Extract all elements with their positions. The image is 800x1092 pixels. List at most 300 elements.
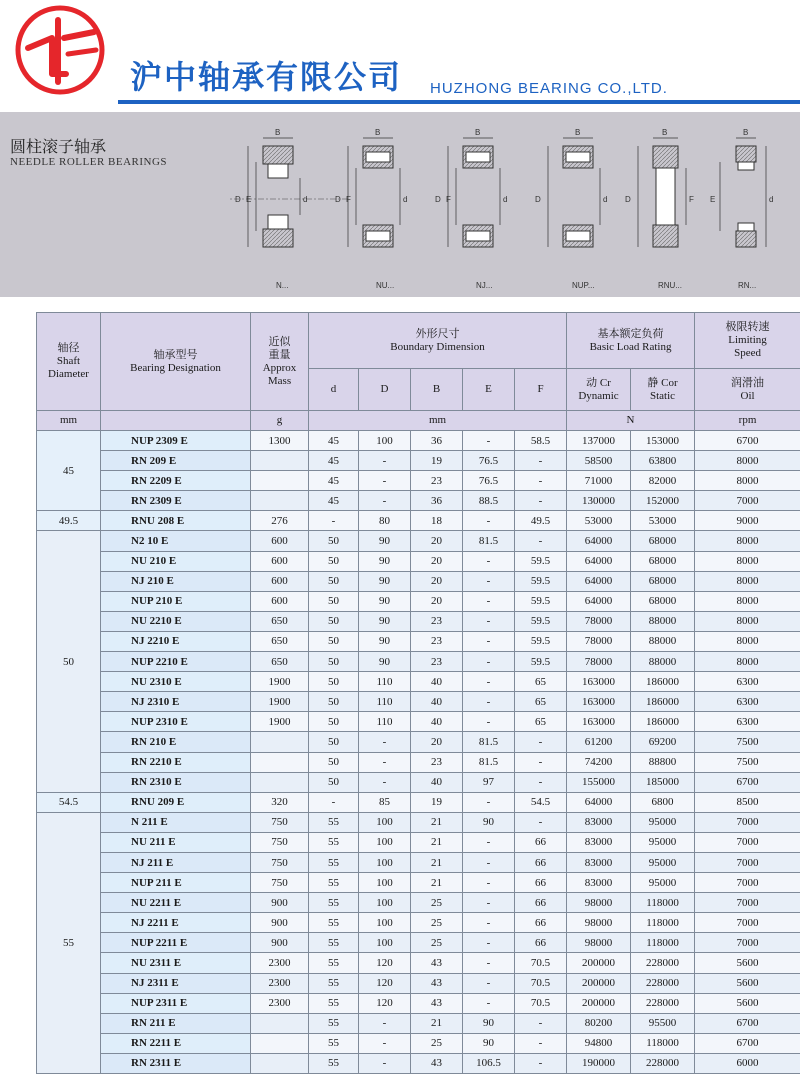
cell-dynamic: 80200 (567, 1013, 631, 1033)
diagram-nup (535, 128, 607, 290)
cell-speed: 7000 (695, 873, 800, 893)
svg-text:D: D (435, 195, 441, 204)
cell-mass: 750 (251, 852, 309, 872)
cell-E: - (463, 611, 515, 631)
cell-static: 118000 (631, 1033, 695, 1053)
cell-B: 40 (411, 692, 463, 712)
cell-static: 95000 (631, 832, 695, 852)
cell-speed: 6000 (695, 1053, 800, 1073)
header-oil: 润滑油 Oil (695, 369, 800, 411)
cell-D: 110 (359, 692, 411, 712)
cell-E: 90 (463, 1033, 515, 1053)
cell-E: 81.5 (463, 531, 515, 551)
cell-B: 43 (411, 993, 463, 1013)
cell-D: 100 (359, 431, 411, 451)
cell-designation: RN 2211 E (101, 1033, 251, 1053)
cell-d: 55 (309, 1013, 359, 1033)
cell-B: 23 (411, 471, 463, 491)
cell-E: - (463, 873, 515, 893)
header-boundary-dimension: 外形尺寸 Boundary Dimension (309, 313, 567, 369)
cell-B: 21 (411, 873, 463, 893)
bearing-spec-table (36, 312, 800, 1074)
table-row (37, 451, 800, 471)
cell-d: 55 (309, 852, 359, 872)
cell-dynamic: 64000 (567, 551, 631, 571)
cell-B: 20 (411, 571, 463, 591)
cell-static: 63800 (631, 451, 695, 471)
cell-E: - (463, 631, 515, 651)
cell-d: 45 (309, 431, 359, 451)
cell-designation: NUP 2211 E (101, 933, 251, 953)
cell-designation: RN 2311 E (101, 1053, 251, 1073)
cell-mass: 900 (251, 933, 309, 953)
cell-static: 69200 (631, 732, 695, 752)
cell-dynamic: 83000 (567, 812, 631, 832)
cell-D: 90 (359, 631, 411, 651)
cell-B: 36 (411, 431, 463, 451)
cell-D: 120 (359, 993, 411, 1013)
table-row (37, 672, 800, 692)
cell-d: 55 (309, 993, 359, 1013)
cell-D: 90 (359, 551, 411, 571)
cell-B: 21 (411, 812, 463, 832)
cell-dynamic: 64000 (567, 571, 631, 591)
svg-text:F: F (446, 195, 451, 204)
svg-text:D: D (535, 195, 541, 204)
cell-mass (251, 772, 309, 792)
cell-speed: 6300 (695, 692, 800, 712)
page-header (0, 0, 800, 112)
cell-B: 19 (411, 792, 463, 812)
cell-designation: NUP 2210 E (101, 652, 251, 672)
table-row (37, 531, 800, 551)
cell-d: 45 (309, 471, 359, 491)
cell-D: 90 (359, 531, 411, 551)
svg-text:d: d (303, 195, 308, 204)
cell-speed: 6700 (695, 772, 800, 792)
unit-mass: g (251, 411, 309, 431)
cell-E: - (463, 973, 515, 993)
cell-D: 120 (359, 973, 411, 993)
cell-E: - (463, 712, 515, 732)
table-row (37, 431, 800, 451)
cell-mass: 750 (251, 812, 309, 832)
cell-mass (251, 752, 309, 772)
cell-designation: NUP 211 E (101, 873, 251, 893)
cell-dynamic: 137000 (567, 431, 631, 451)
cell-E: - (463, 953, 515, 973)
cell-shaft-diameter: 55 (37, 812, 101, 1073)
cell-static: 88800 (631, 752, 695, 772)
cell-B: 21 (411, 832, 463, 852)
cell-mass: 600 (251, 571, 309, 591)
cell-B: 18 (411, 511, 463, 531)
svg-text:D: D (625, 195, 631, 204)
table-row (37, 511, 800, 531)
cell-d: 50 (309, 732, 359, 752)
cell-static: 185000 (631, 772, 695, 792)
cell-F: 59.5 (515, 611, 567, 631)
cell-F: 70.5 (515, 973, 567, 993)
cell-speed: 6700 (695, 1013, 800, 1033)
cell-dynamic: 98000 (567, 933, 631, 953)
svg-text:NJ...: NJ... (476, 281, 493, 290)
cell-D: 110 (359, 672, 411, 692)
cell-E: - (463, 591, 515, 611)
svg-text:B: B (475, 128, 481, 137)
svg-text:E: E (246, 195, 252, 204)
cell-mass (251, 732, 309, 752)
cell-E: - (463, 551, 515, 571)
cell-E: - (463, 933, 515, 953)
cell-E: - (463, 913, 515, 933)
cell-dynamic: 200000 (567, 953, 631, 973)
cell-speed: 7500 (695, 732, 800, 752)
svg-text:E: E (710, 195, 716, 204)
cell-dynamic: 78000 (567, 631, 631, 651)
cell-E: - (463, 792, 515, 812)
table-row (37, 993, 800, 1013)
svg-text:RN...: RN... (738, 281, 757, 290)
catalog-title-en: NEEDLE ROLLER BEARINGS (10, 156, 168, 168)
cell-dynamic: 61200 (567, 732, 631, 752)
svg-text:B: B (743, 128, 749, 137)
cell-designation: NUP 2311 E (101, 993, 251, 1013)
header-shaft-diameter: 轴径 Shaft Diameter (37, 313, 101, 411)
cell-speed: 7000 (695, 491, 800, 511)
cell-d: 55 (309, 812, 359, 832)
cell-B: 25 (411, 933, 463, 953)
cell-mass: 600 (251, 551, 309, 571)
unit-dimension: mm (309, 411, 567, 431)
cell-D: 120 (359, 953, 411, 973)
table-row (37, 611, 800, 631)
cell-speed: 8000 (695, 611, 800, 631)
cell-B: 25 (411, 893, 463, 913)
cell-d: 50 (309, 591, 359, 611)
cell-F: 65 (515, 692, 567, 712)
cell-D: - (359, 491, 411, 511)
table-row (37, 812, 800, 832)
cell-F: - (515, 752, 567, 772)
cell-speed: 8000 (695, 531, 800, 551)
cell-dynamic: 78000 (567, 611, 631, 631)
unit-load: N (567, 411, 695, 431)
cell-mass: 750 (251, 873, 309, 893)
header-E: E (463, 369, 515, 411)
cell-E: 76.5 (463, 471, 515, 491)
cell-B: 43 (411, 953, 463, 973)
cell-F: 65 (515, 672, 567, 692)
cell-F: - (515, 531, 567, 551)
cell-designation: RN 2210 E (101, 752, 251, 772)
cell-B: 20 (411, 732, 463, 752)
cell-B: 21 (411, 1013, 463, 1033)
header-B: B (411, 369, 463, 411)
cell-E: - (463, 672, 515, 692)
cell-mass: 650 (251, 631, 309, 651)
cell-mass: 276 (251, 511, 309, 531)
table-row (37, 571, 800, 591)
cell-D: - (359, 451, 411, 471)
cell-dynamic: 94800 (567, 1033, 631, 1053)
cell-dynamic: 74200 (567, 752, 631, 772)
cell-designation: NJ 2211 E (101, 913, 251, 933)
cell-speed: 6700 (695, 1033, 800, 1053)
cell-D: 90 (359, 652, 411, 672)
cell-designation: NUP 2310 E (101, 712, 251, 732)
cell-shaft-diameter: 49.5 (37, 511, 101, 531)
cell-mass: 650 (251, 611, 309, 631)
cell-dynamic: 155000 (567, 772, 631, 792)
cell-E: 81.5 (463, 752, 515, 772)
cell-d: 55 (309, 913, 359, 933)
cell-D: - (359, 772, 411, 792)
svg-text:B: B (275, 128, 281, 137)
cell-speed: 6700 (695, 431, 800, 451)
cell-B: 25 (411, 1033, 463, 1053)
cell-static: 88000 (631, 631, 695, 651)
cell-B: 20 (411, 531, 463, 551)
cell-mass: 2300 (251, 973, 309, 993)
cell-B: 40 (411, 712, 463, 732)
cell-dynamic: 64000 (567, 531, 631, 551)
cell-d: 50 (309, 571, 359, 591)
cell-B: 43 (411, 973, 463, 993)
cell-B: 40 (411, 772, 463, 792)
cell-mass: 900 (251, 893, 309, 913)
cell-static: 68000 (631, 531, 695, 551)
cell-mass: 2300 (251, 993, 309, 1013)
cell-E: - (463, 893, 515, 913)
cell-dynamic: 83000 (567, 873, 631, 893)
header-d: d (309, 369, 359, 411)
svg-text:NU...: NU... (376, 281, 395, 290)
cell-speed: 7000 (695, 852, 800, 872)
table-row (37, 933, 800, 953)
cell-mass: 1900 (251, 692, 309, 712)
cell-dynamic: 78000 (567, 652, 631, 672)
cell-F: - (515, 1033, 567, 1053)
table-row (37, 1013, 800, 1033)
cell-d: 55 (309, 953, 359, 973)
header-rule (118, 100, 800, 104)
cell-E: - (463, 431, 515, 451)
cell-dynamic: 58500 (567, 451, 631, 471)
cell-F: - (515, 732, 567, 752)
table-row (37, 652, 800, 672)
cell-designation: RNU 209 E (101, 792, 251, 812)
header-bearing-designation: 轴承型号 Bearing Designation (101, 313, 251, 411)
cell-mass: 1900 (251, 672, 309, 692)
cell-speed: 5600 (695, 953, 800, 973)
cell-speed: 8000 (695, 591, 800, 611)
cell-d: 50 (309, 531, 359, 551)
cell-speed: 8000 (695, 571, 800, 591)
cell-static: 68000 (631, 551, 695, 571)
svg-text:NUP...: NUP... (572, 281, 595, 290)
cell-dynamic: 163000 (567, 672, 631, 692)
cell-static: 186000 (631, 712, 695, 732)
cell-d: 45 (309, 451, 359, 471)
cell-B: 20 (411, 551, 463, 571)
cell-designation: RN 2309 E (101, 491, 251, 511)
cell-dynamic: 71000 (567, 471, 631, 491)
cell-E: - (463, 993, 515, 1013)
cell-F: - (515, 772, 567, 792)
table-row (37, 551, 800, 571)
cell-speed: 8000 (695, 471, 800, 491)
header-basic-load-rating: 基本额定负荷 Basic Load Rating (567, 313, 695, 369)
cell-D: 100 (359, 812, 411, 832)
header-D: D (359, 369, 411, 411)
cell-dynamic: 130000 (567, 491, 631, 511)
table-body (37, 431, 800, 1074)
cell-F: - (515, 1053, 567, 1073)
cell-designation: NJ 2311 E (101, 973, 251, 993)
cell-dynamic: 83000 (567, 832, 631, 852)
cell-d: 50 (309, 772, 359, 792)
svg-text:F: F (689, 195, 694, 204)
table-row (37, 471, 800, 491)
cell-F: 59.5 (515, 571, 567, 591)
cell-speed: 5600 (695, 973, 800, 993)
cell-mass (251, 1053, 309, 1073)
header-limiting-speed: 极限转速 Limiting Speed (695, 313, 800, 369)
cell-B: 43 (411, 1053, 463, 1073)
cell-designation: RN 211 E (101, 1013, 251, 1033)
cell-F: - (515, 471, 567, 491)
cell-mass: 600 (251, 531, 309, 551)
cell-d: 55 (309, 893, 359, 913)
cell-d: - (309, 792, 359, 812)
cell-speed: 5600 (695, 993, 800, 1013)
cell-static: 68000 (631, 591, 695, 611)
svg-text:N...: N... (276, 281, 289, 290)
cell-B: 20 (411, 591, 463, 611)
cell-dynamic: 64000 (567, 591, 631, 611)
cell-F: 59.5 (515, 551, 567, 571)
cell-D: 100 (359, 913, 411, 933)
cell-dynamic: 83000 (567, 852, 631, 872)
cell-static: 88000 (631, 652, 695, 672)
table-row (37, 732, 800, 752)
cell-speed: 8000 (695, 551, 800, 571)
cell-F: 70.5 (515, 993, 567, 1013)
cell-designation: RN 2310 E (101, 772, 251, 792)
cell-designation: NUP 2309 E (101, 431, 251, 451)
cell-d: 55 (309, 1033, 359, 1053)
cell-dynamic: 98000 (567, 893, 631, 913)
cell-static: 95500 (631, 1013, 695, 1033)
cell-F: - (515, 491, 567, 511)
cell-designation: RNU 208 E (101, 511, 251, 531)
table-row (37, 1033, 800, 1053)
cell-d: 45 (309, 491, 359, 511)
cell-B: 23 (411, 611, 463, 631)
cell-speed: 6300 (695, 672, 800, 692)
cell-F: 58.5 (515, 431, 567, 451)
cell-static: 228000 (631, 973, 695, 993)
cell-D: 90 (359, 571, 411, 591)
cell-E: 76.5 (463, 451, 515, 471)
company-name-en: HUZHONG BEARING CO.,LTD. (430, 80, 668, 97)
cell-E: 90 (463, 812, 515, 832)
svg-text:d: d (769, 195, 774, 204)
cell-speed: 7000 (695, 893, 800, 913)
cell-shaft-diameter: 54.5 (37, 792, 101, 812)
header-F: F (515, 369, 567, 411)
cell-B: 23 (411, 652, 463, 672)
cell-static: 152000 (631, 491, 695, 511)
cell-speed: 6300 (695, 712, 800, 732)
cell-d: 50 (309, 551, 359, 571)
cell-mass: 750 (251, 832, 309, 852)
cell-F: 66 (515, 913, 567, 933)
cell-D: - (359, 471, 411, 491)
cell-designation: RN 210 E (101, 732, 251, 752)
diagram-nj (435, 128, 507, 290)
cell-d: 50 (309, 652, 359, 672)
cell-B: 40 (411, 672, 463, 692)
cell-static: 228000 (631, 1053, 695, 1073)
bearing-spec-table-wrap (36, 312, 800, 1074)
cell-F: 66 (515, 933, 567, 953)
svg-text:B: B (575, 128, 581, 137)
cell-F: 66 (515, 893, 567, 913)
cell-D: - (359, 1033, 411, 1053)
cell-d: 50 (309, 712, 359, 732)
svg-text:F: F (346, 195, 351, 204)
cell-designation: NJ 2210 E (101, 631, 251, 651)
cell-designation: N2 10 E (101, 531, 251, 551)
cell-speed: 7000 (695, 913, 800, 933)
cell-static: 118000 (631, 893, 695, 913)
cell-F: 59.5 (515, 652, 567, 672)
cell-designation: NU 210 E (101, 551, 251, 571)
cell-dynamic: 64000 (567, 792, 631, 812)
cell-speed: 9000 (695, 511, 800, 531)
cell-d: 55 (309, 832, 359, 852)
table-row (37, 692, 800, 712)
table-row (37, 913, 800, 933)
cell-static: 186000 (631, 692, 695, 712)
cell-D: - (359, 1013, 411, 1033)
table-row (37, 591, 800, 611)
cell-F: 59.5 (515, 591, 567, 611)
cell-F: 49.5 (515, 511, 567, 531)
cell-shaft-diameter: 50 (37, 531, 101, 792)
cell-mass: 320 (251, 792, 309, 812)
cell-D: 100 (359, 852, 411, 872)
cell-mass: 650 (251, 652, 309, 672)
cell-F: 59.5 (515, 631, 567, 651)
cell-B: 23 (411, 631, 463, 651)
cell-D: 100 (359, 933, 411, 953)
cell-d: 55 (309, 1053, 359, 1073)
cell-B: 21 (411, 852, 463, 872)
cell-d: 50 (309, 672, 359, 692)
cell-mass (251, 451, 309, 471)
svg-text:d: d (403, 195, 408, 204)
cell-designation: NU 2210 E (101, 611, 251, 631)
cell-D: 100 (359, 893, 411, 913)
cell-F: - (515, 812, 567, 832)
cell-static: 53000 (631, 511, 695, 531)
cell-E: 88.5 (463, 491, 515, 511)
cell-dynamic: 98000 (567, 913, 631, 933)
cell-D: - (359, 1053, 411, 1073)
